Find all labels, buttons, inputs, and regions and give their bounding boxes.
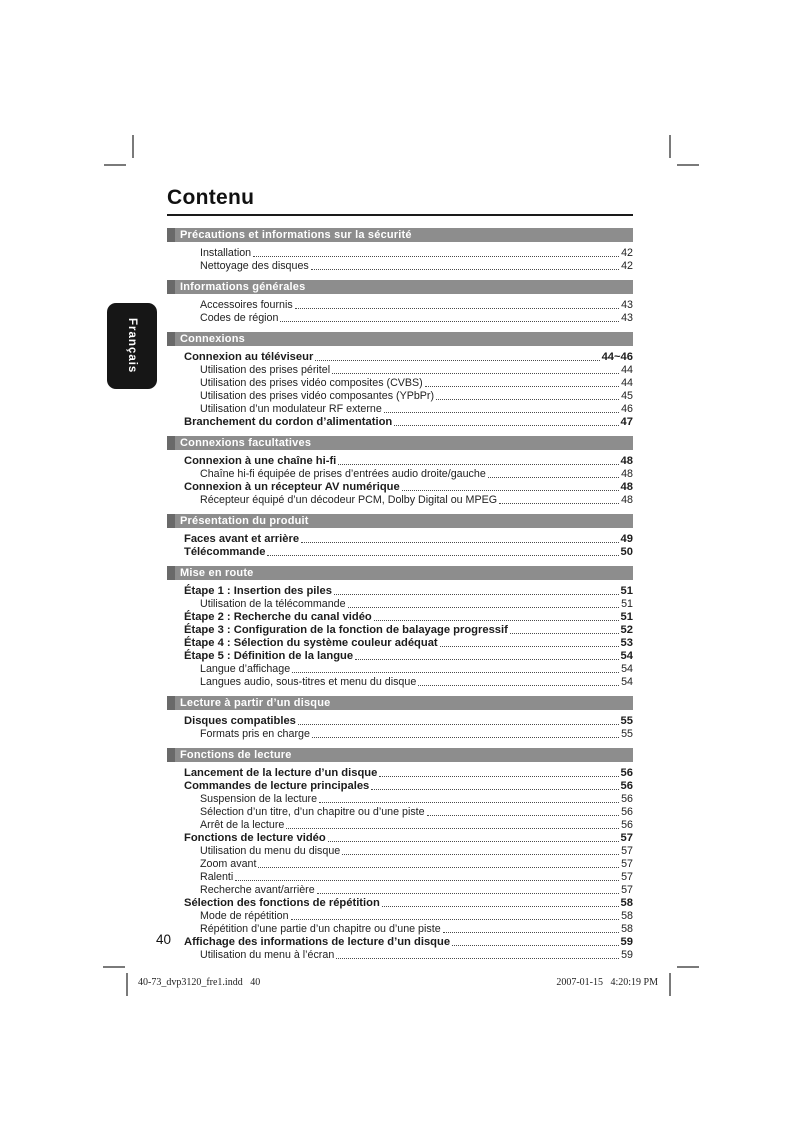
toc-entry <box>167 364 633 377</box>
toc-entry-page: 43 <box>621 312 633 324</box>
toc-entry <box>167 832 633 845</box>
dot-leader <box>253 256 619 257</box>
toc-entry <box>167 390 633 403</box>
toc-entry <box>167 936 633 949</box>
toc-entry-page: 57 <box>620 832 633 844</box>
toc-entry-page: 53 <box>620 637 633 649</box>
toc-entry-page: 48 <box>620 481 633 493</box>
toc-entry-label: Codes de région <box>200 312 279 324</box>
dot-leader <box>374 620 619 621</box>
dot-leader <box>499 503 619 504</box>
toc-entry-page: 59 <box>620 936 633 948</box>
toc-entry <box>167 663 633 676</box>
dot-leader <box>298 724 619 725</box>
dot-leader <box>488 477 619 478</box>
toc-entry <box>167 793 633 806</box>
dot-leader <box>425 386 619 387</box>
dot-leader <box>291 919 620 920</box>
toc-section-header: Connexions <box>167 332 633 346</box>
toc-entry-label: Utilisation des prises vidéo composantes (YPbPr) <box>200 390 435 402</box>
toc-entry-page: 58 <box>620 897 633 909</box>
toc-entry-page: 55 <box>620 715 633 727</box>
toc-entry <box>167 416 633 429</box>
dot-leader <box>286 828 619 829</box>
dot-leader <box>443 932 619 933</box>
toc-entry-label: Étape 5 : Définition de la langue <box>184 650 354 662</box>
toc-entry <box>167 468 633 481</box>
toc-entry <box>167 858 633 871</box>
toc-entry <box>167 650 633 663</box>
toc-entry-label: Étape 3 : Configuration de la fonction de balayage progressif <box>184 624 508 636</box>
dot-leader <box>342 854 619 855</box>
crop-mark-top-right-vertical <box>669 135 671 158</box>
dot-leader <box>394 425 618 426</box>
toc-entry-page: 44~46 <box>601 351 633 363</box>
crop-mark-bottom-right-vertical <box>669 973 671 996</box>
toc-entry-label: Connexion au téléviseur <box>184 351 314 363</box>
toc-entry-label: Connexion à un récepteur AV numérique <box>184 481 400 493</box>
dot-leader <box>280 321 619 322</box>
toc-entry <box>167 598 633 611</box>
toc-entry-label: Récepteur équipé d’un décodeur PCM, Dolby Digital ou MPEG <box>200 494 498 506</box>
dot-leader <box>427 815 620 816</box>
toc-entry <box>167 923 633 936</box>
toc-entry-label: Utilisation du menu du disque <box>200 845 341 857</box>
toc-entry-label: Arrêt de la lecture <box>200 819 285 831</box>
toc-entry <box>167 637 633 650</box>
dot-leader <box>328 841 619 842</box>
toc-entry-label: Lancement de la lecture d’un disque <box>184 767 378 779</box>
toc-entry-label: Utilisation des prises vidéo composites (CVBS) <box>200 377 423 389</box>
toc-entry-page: 56 <box>621 819 633 831</box>
toc-entry-page: 51 <box>620 585 633 597</box>
toc-entry-page: 56 <box>620 780 633 792</box>
toc-entry <box>167 533 633 546</box>
toc-entry-label: Mode de répétition <box>200 910 289 922</box>
toc-entry-label: Utilisation d’un modulateur RF externe <box>200 403 382 415</box>
toc-entry-label: Étape 2 : Recherche du canal vidéo <box>184 611 372 623</box>
toc-entry-label: Utilisation de la télécommande <box>200 598 346 610</box>
toc-entry-label: Formats pris en charge <box>200 728 310 740</box>
crop-mark-bottom-left-vertical <box>126 973 128 996</box>
toc <box>167 228 633 962</box>
crop-mark-top-left-vertical <box>132 135 134 158</box>
dot-leader <box>382 906 619 907</box>
toc-entry <box>167 585 633 598</box>
toc-entry-label: Utilisation du menu à l’écran <box>200 949 335 961</box>
footer-filename: 40-73_dvp3120_fre1.indd 40 <box>138 977 261 988</box>
dot-leader <box>317 893 619 894</box>
toc-entry-page: 57 <box>621 845 633 857</box>
toc-entry-label: Connexion à une chaîne hi-fi <box>184 455 337 467</box>
toc-entry-label: Fonctions de lecture vidéo <box>184 832 326 844</box>
language-tab-label: Français <box>126 318 138 374</box>
toc-section-header: Lecture à partir d’un disque <box>167 696 633 710</box>
toc-entry-page: 49 <box>620 533 633 545</box>
dot-leader <box>371 789 618 790</box>
toc-entry-label: Zoom avant <box>200 858 257 870</box>
toc-entry <box>167 481 633 494</box>
toc-entry-label: Faces avant et arrière <box>184 533 300 545</box>
dot-leader <box>384 412 619 413</box>
toc-entry-label: Utilisation des prises péritel <box>200 364 331 376</box>
dot-leader <box>348 607 620 608</box>
toc-entry-page: 51 <box>621 598 633 610</box>
dot-leader <box>379 776 618 777</box>
toc-entry <box>167 845 633 858</box>
toc-entry-page: 54 <box>621 663 633 675</box>
dot-leader <box>258 867 619 868</box>
toc-entry-label: Langues audio, sous-titres et menu du disque <box>200 676 417 688</box>
dot-leader <box>301 542 618 543</box>
toc-entry <box>167 377 633 390</box>
toc-entry-page: 48 <box>621 468 633 480</box>
toc-entry-label: Disques compatibles <box>184 715 296 727</box>
dot-leader <box>440 646 619 647</box>
toc-entry-page: 42 <box>621 247 633 259</box>
toc-entry-page: 59 <box>621 949 633 961</box>
page-number: 40 <box>156 932 172 947</box>
crop-mark-bottom-right-horizontal <box>677 966 699 968</box>
dot-leader <box>334 594 619 595</box>
toc-entry <box>167 351 633 364</box>
dot-leader <box>295 308 619 309</box>
toc-entry-label: Branchement du cordon d’alimentation <box>184 416 393 428</box>
dot-leader <box>402 490 619 491</box>
dot-leader <box>267 555 618 556</box>
toc-entry <box>167 676 633 689</box>
toc-section-header: Connexions facultatives <box>167 436 633 450</box>
toc-entry <box>167 546 633 559</box>
toc-entry-page: 57 <box>621 858 633 870</box>
toc-entry-page: 56 <box>620 767 633 779</box>
toc-section-header: Informations générales <box>167 280 633 294</box>
toc-entry-page: 48 <box>620 455 633 467</box>
toc-entry <box>167 767 633 780</box>
toc-entry-label: Étape 4 : Sélection du système couleur adéquat <box>184 637 438 649</box>
dot-leader <box>315 360 599 361</box>
dot-leader <box>319 802 619 803</box>
toc-entry-page: 44 <box>621 377 633 389</box>
toc-entry <box>167 897 633 910</box>
toc-entry-page: 48 <box>621 494 633 506</box>
dot-leader <box>332 373 619 374</box>
toc-entry-page: 58 <box>621 923 633 935</box>
toc-entry <box>167 910 633 923</box>
toc-entry-page: 55 <box>621 728 633 740</box>
toc-entry-page: 51 <box>620 611 633 623</box>
toc-entry-page: 58 <box>621 910 633 922</box>
dot-leader <box>311 269 619 270</box>
toc-entry <box>167 624 633 637</box>
toc-section-header: Fonctions de lecture <box>167 748 633 762</box>
toc-entry <box>167 611 633 624</box>
toc-entry <box>167 884 633 897</box>
toc-entry-page: 45 <box>621 390 633 402</box>
toc-entry-page: 57 <box>621 884 633 896</box>
dot-leader <box>235 880 619 881</box>
dot-leader <box>510 633 619 634</box>
toc-entry-page: 52 <box>620 624 633 636</box>
toc-entry-page: 47 <box>620 416 633 428</box>
toc-entry <box>167 715 633 728</box>
dot-leader <box>436 399 619 400</box>
toc-entry <box>167 728 633 741</box>
toc-section-header: Mise en route <box>167 566 633 580</box>
dot-leader <box>336 958 619 959</box>
toc-entry <box>167 403 633 416</box>
toc-entry-page: 43 <box>621 299 633 311</box>
dot-leader <box>312 737 619 738</box>
toc-entry-label: Ralenti <box>200 871 234 883</box>
toc-entry <box>167 299 633 312</box>
toc-entry <box>167 260 633 273</box>
toc-section-header: Présentation du produit <box>167 514 633 528</box>
toc-entry-page: 50 <box>620 546 633 558</box>
toc-entry-label: Suspension de la lecture <box>200 793 318 805</box>
toc-entry <box>167 494 633 507</box>
toc-entry-label: Nettoyage des disques <box>200 260 309 272</box>
toc-entry-label: Langue d’affichage <box>200 663 291 675</box>
crop-mark-bottom-left-horizontal <box>103 966 125 968</box>
dot-leader <box>338 464 618 465</box>
dot-leader <box>355 659 618 660</box>
toc-entry-page: 44 <box>621 364 633 376</box>
toc-entry-page: 54 <box>621 676 633 688</box>
toc-entry <box>167 247 633 260</box>
toc-entry-label: Sélection des fonctions de répétition <box>184 897 380 909</box>
toc-section-header: Précautions et informations sur la sécurité <box>167 228 633 242</box>
toc-entry-label: Étape 1 : Insertion des piles <box>184 585 332 597</box>
toc-entry <box>167 312 633 325</box>
footer-timestamp: 2007-01-15 4:20:19 PM <box>556 977 658 988</box>
toc-entry-page: 56 <box>621 793 633 805</box>
toc-entry-label: Recherche avant/arrière <box>200 884 315 896</box>
toc-entry-page: 57 <box>621 871 633 883</box>
toc-entry <box>167 949 633 962</box>
toc-entry <box>167 871 633 884</box>
toc-entry-label: Chaîne hi-fi équipée de prises d’entrées audio droite/gauche <box>200 468 486 480</box>
toc-entry <box>167 819 633 832</box>
crop-mark-top-right-horizontal <box>677 164 699 166</box>
toc-entry <box>167 806 633 819</box>
crop-mark-top-left-horizontal <box>104 164 126 166</box>
toc-entry-label: Commandes de lecture principales <box>184 780 370 792</box>
toc-entry-label: Installation <box>200 247 252 259</box>
dot-leader <box>452 945 618 946</box>
toc-entry-label: Télécommande <box>184 546 266 558</box>
toc-content <box>167 186 633 962</box>
dot-leader <box>292 672 619 673</box>
toc-entry-label: Répétition d’une partie d’un chapitre ou d’une piste <box>200 923 441 935</box>
toc-entry-label: Affichage des informations de lecture d’un disque <box>184 936 451 948</box>
toc-entry-page: 54 <box>620 650 633 662</box>
page-title: Contenu <box>167 186 633 216</box>
toc-entry-page: 56 <box>621 806 633 818</box>
toc-entry-page: 42 <box>621 260 633 272</box>
toc-entry-page: 46 <box>621 403 633 415</box>
toc-entry <box>167 780 633 793</box>
toc-entry-label: Accessoires fournis <box>200 299 293 311</box>
dot-leader <box>418 685 619 686</box>
toc-entry <box>167 455 633 468</box>
language-tab <box>107 303 157 389</box>
toc-entry-label: Sélection d’un titre, d’un chapitre ou d’une piste <box>200 806 425 818</box>
